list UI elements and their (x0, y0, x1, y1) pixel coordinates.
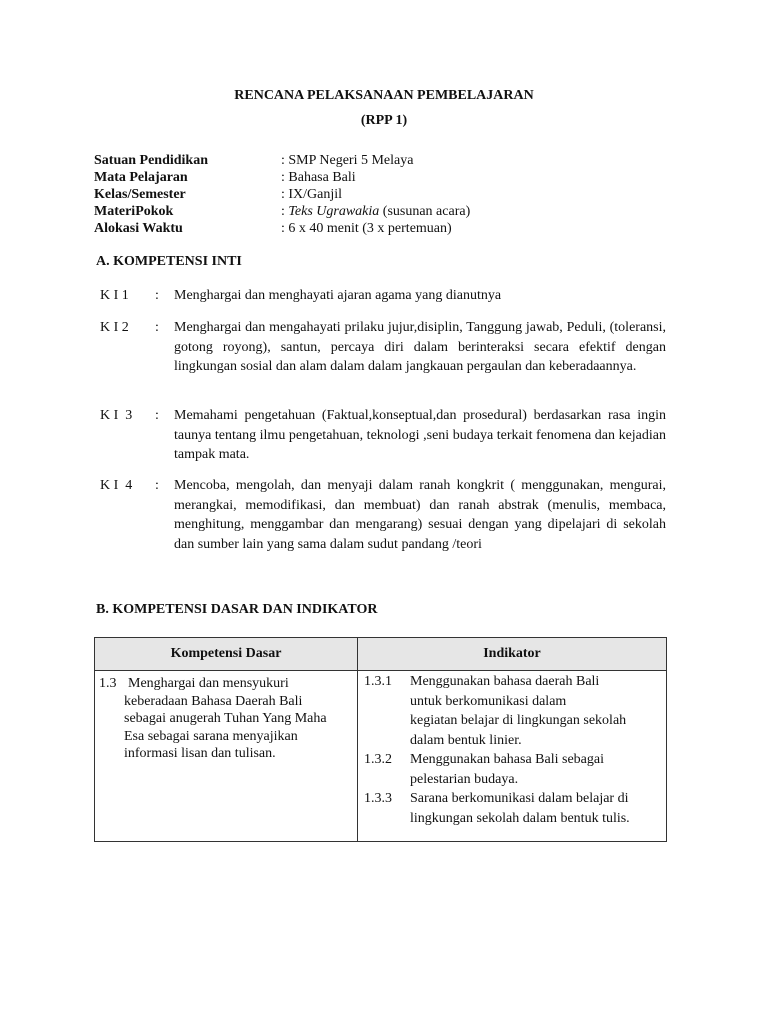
identity-label: MateriPokok (94, 204, 174, 219)
ki-item (100, 406, 666, 465)
identity-label: Alokasi Waktu (94, 221, 183, 236)
ki-colon: : (155, 288, 159, 303)
indicator-line: Menggunakan bahasa Bali sebagai (410, 752, 604, 767)
kd-text (124, 675, 353, 763)
indicator-cell (358, 671, 667, 842)
ki-colon: : (155, 320, 159, 335)
identity-label: Mata Pelajaran (94, 170, 188, 185)
ki-code: K I 2 (100, 320, 129, 335)
identity-value: : Bahasa Bali (281, 170, 356, 185)
ki-item (100, 476, 666, 554)
ki-text: Memahami pengetahuan (Faktual,konseptual,dan prosedural) berdasarkan rasa ingin taunya tentang ilmu pengetahuan, teknologi ,seni budaya terkait fenomena dan kejadian tampak mata. (174, 408, 666, 462)
section-b-heading: B. KOMPETENSI DASAR DAN INDIKATOR (96, 602, 378, 617)
ki-text: Menghargai dan menghayati ajaran agama yang dianutnya (174, 288, 502, 303)
indicator-number: 1.3.3 (364, 791, 392, 806)
kd-cell (95, 671, 358, 842)
kd-content (95, 671, 357, 763)
table-row (95, 671, 667, 842)
identity-row (94, 203, 470, 220)
section-a-heading: A. KOMPETENSI INTI (96, 254, 242, 269)
ki-code: K I 1 (100, 288, 129, 303)
indicator-line: lingkungan sekolah dalam bentuk tulis. (410, 810, 630, 826)
kd-line: Menghargai dan mensyukuri (128, 676, 289, 691)
indicator-line: kegiatan belajar di lingkungan sekolah (410, 713, 627, 728)
indicator-line: pelestarian budaya. (410, 771, 519, 787)
ki-colon: : (155, 478, 159, 493)
indicator-line: dalam bentuk linier. (410, 732, 522, 748)
document-title: RENCANA PELAKSANAAN PEMBELAJARAN (234, 88, 534, 103)
indicator-item (358, 789, 666, 828)
kd-number: 1.3 (99, 676, 117, 691)
kd-indicator-table (94, 637, 667, 842)
indicator-item (358, 750, 666, 789)
ki-code: K I 4 (100, 478, 133, 493)
indicator-list (358, 671, 666, 828)
indicator-line: Sarana berkomunikasi dalam belajar di (410, 791, 629, 806)
kd-line: keberadaan Bahasa Daerah Bali (124, 693, 303, 709)
identity-value-suffix: (susunan acara) (379, 204, 471, 219)
identity-value: : SMP Negeri 5 Melaya (281, 153, 414, 168)
identity-value-italic: Teks Ugrawakia (288, 204, 380, 219)
kd-line: Esa sebagai sarana menyajikan (124, 728, 298, 744)
identity-label: Kelas/Semester (94, 187, 186, 202)
indicator-number: 1.3.1 (364, 674, 392, 689)
ki-text: Menghargai dan mengahayati prilaku jujur,disiplin, Tanggung jawab, Peduli, (toleransi, gotong royong), santun, percaya diri dalam berinteraksi secara efektif dengan lingkungan sosial dan alam dalam dalam jangkauan pergaulan dan keberadaannya. (174, 320, 666, 374)
identity-label: Satuan Pendidikan (94, 153, 208, 168)
identity-row (94, 152, 470, 169)
ki-item (100, 318, 666, 377)
kd-line: informasi lisan dan tulisan. (124, 746, 276, 761)
indicator-item (358, 672, 666, 750)
identity-row (94, 220, 470, 237)
identity-value: : IX/Ganjil (281, 187, 343, 202)
indicator-line: untuk berkomunikasi dalam (410, 693, 567, 709)
table-header-row (95, 638, 667, 671)
identity-value (281, 203, 470, 220)
ki-code: K I 3 (100, 408, 133, 423)
table-header-indicator: Indikator (358, 638, 667, 671)
identity-value-prefix: : (281, 204, 289, 219)
identity-row (94, 186, 470, 203)
identity-value: : 6 x 40 menit (3 x pertemuan) (281, 221, 452, 236)
ki-colon: : (155, 408, 159, 423)
identity-row (94, 169, 470, 186)
ki-item (100, 286, 666, 306)
document-subtitle: (RPP 1) (360, 113, 408, 128)
identity-block (94, 152, 470, 237)
indicator-number: 1.3.2 (364, 752, 392, 767)
indicator-line: Menggunakan bahasa daerah Bali (410, 674, 600, 689)
kd-line: sebagai anugerah Tuhan Yang Maha (124, 711, 327, 726)
table-header-kd: Kompetensi Dasar (95, 638, 358, 671)
ki-text: Mencoba, mengolah, dan menyaji dalam ranah kongkrit ( menggunakan, mengurai, merangkai, memodifikasi, dan membuat) dan ranah abstrak (menulis, membaca, menghitung, menggambar dan mengarang) sesuai dengan yang dipelajari di sekolah dan sumber lain yang sama dalam sudut pandang /teori (174, 478, 666, 552)
